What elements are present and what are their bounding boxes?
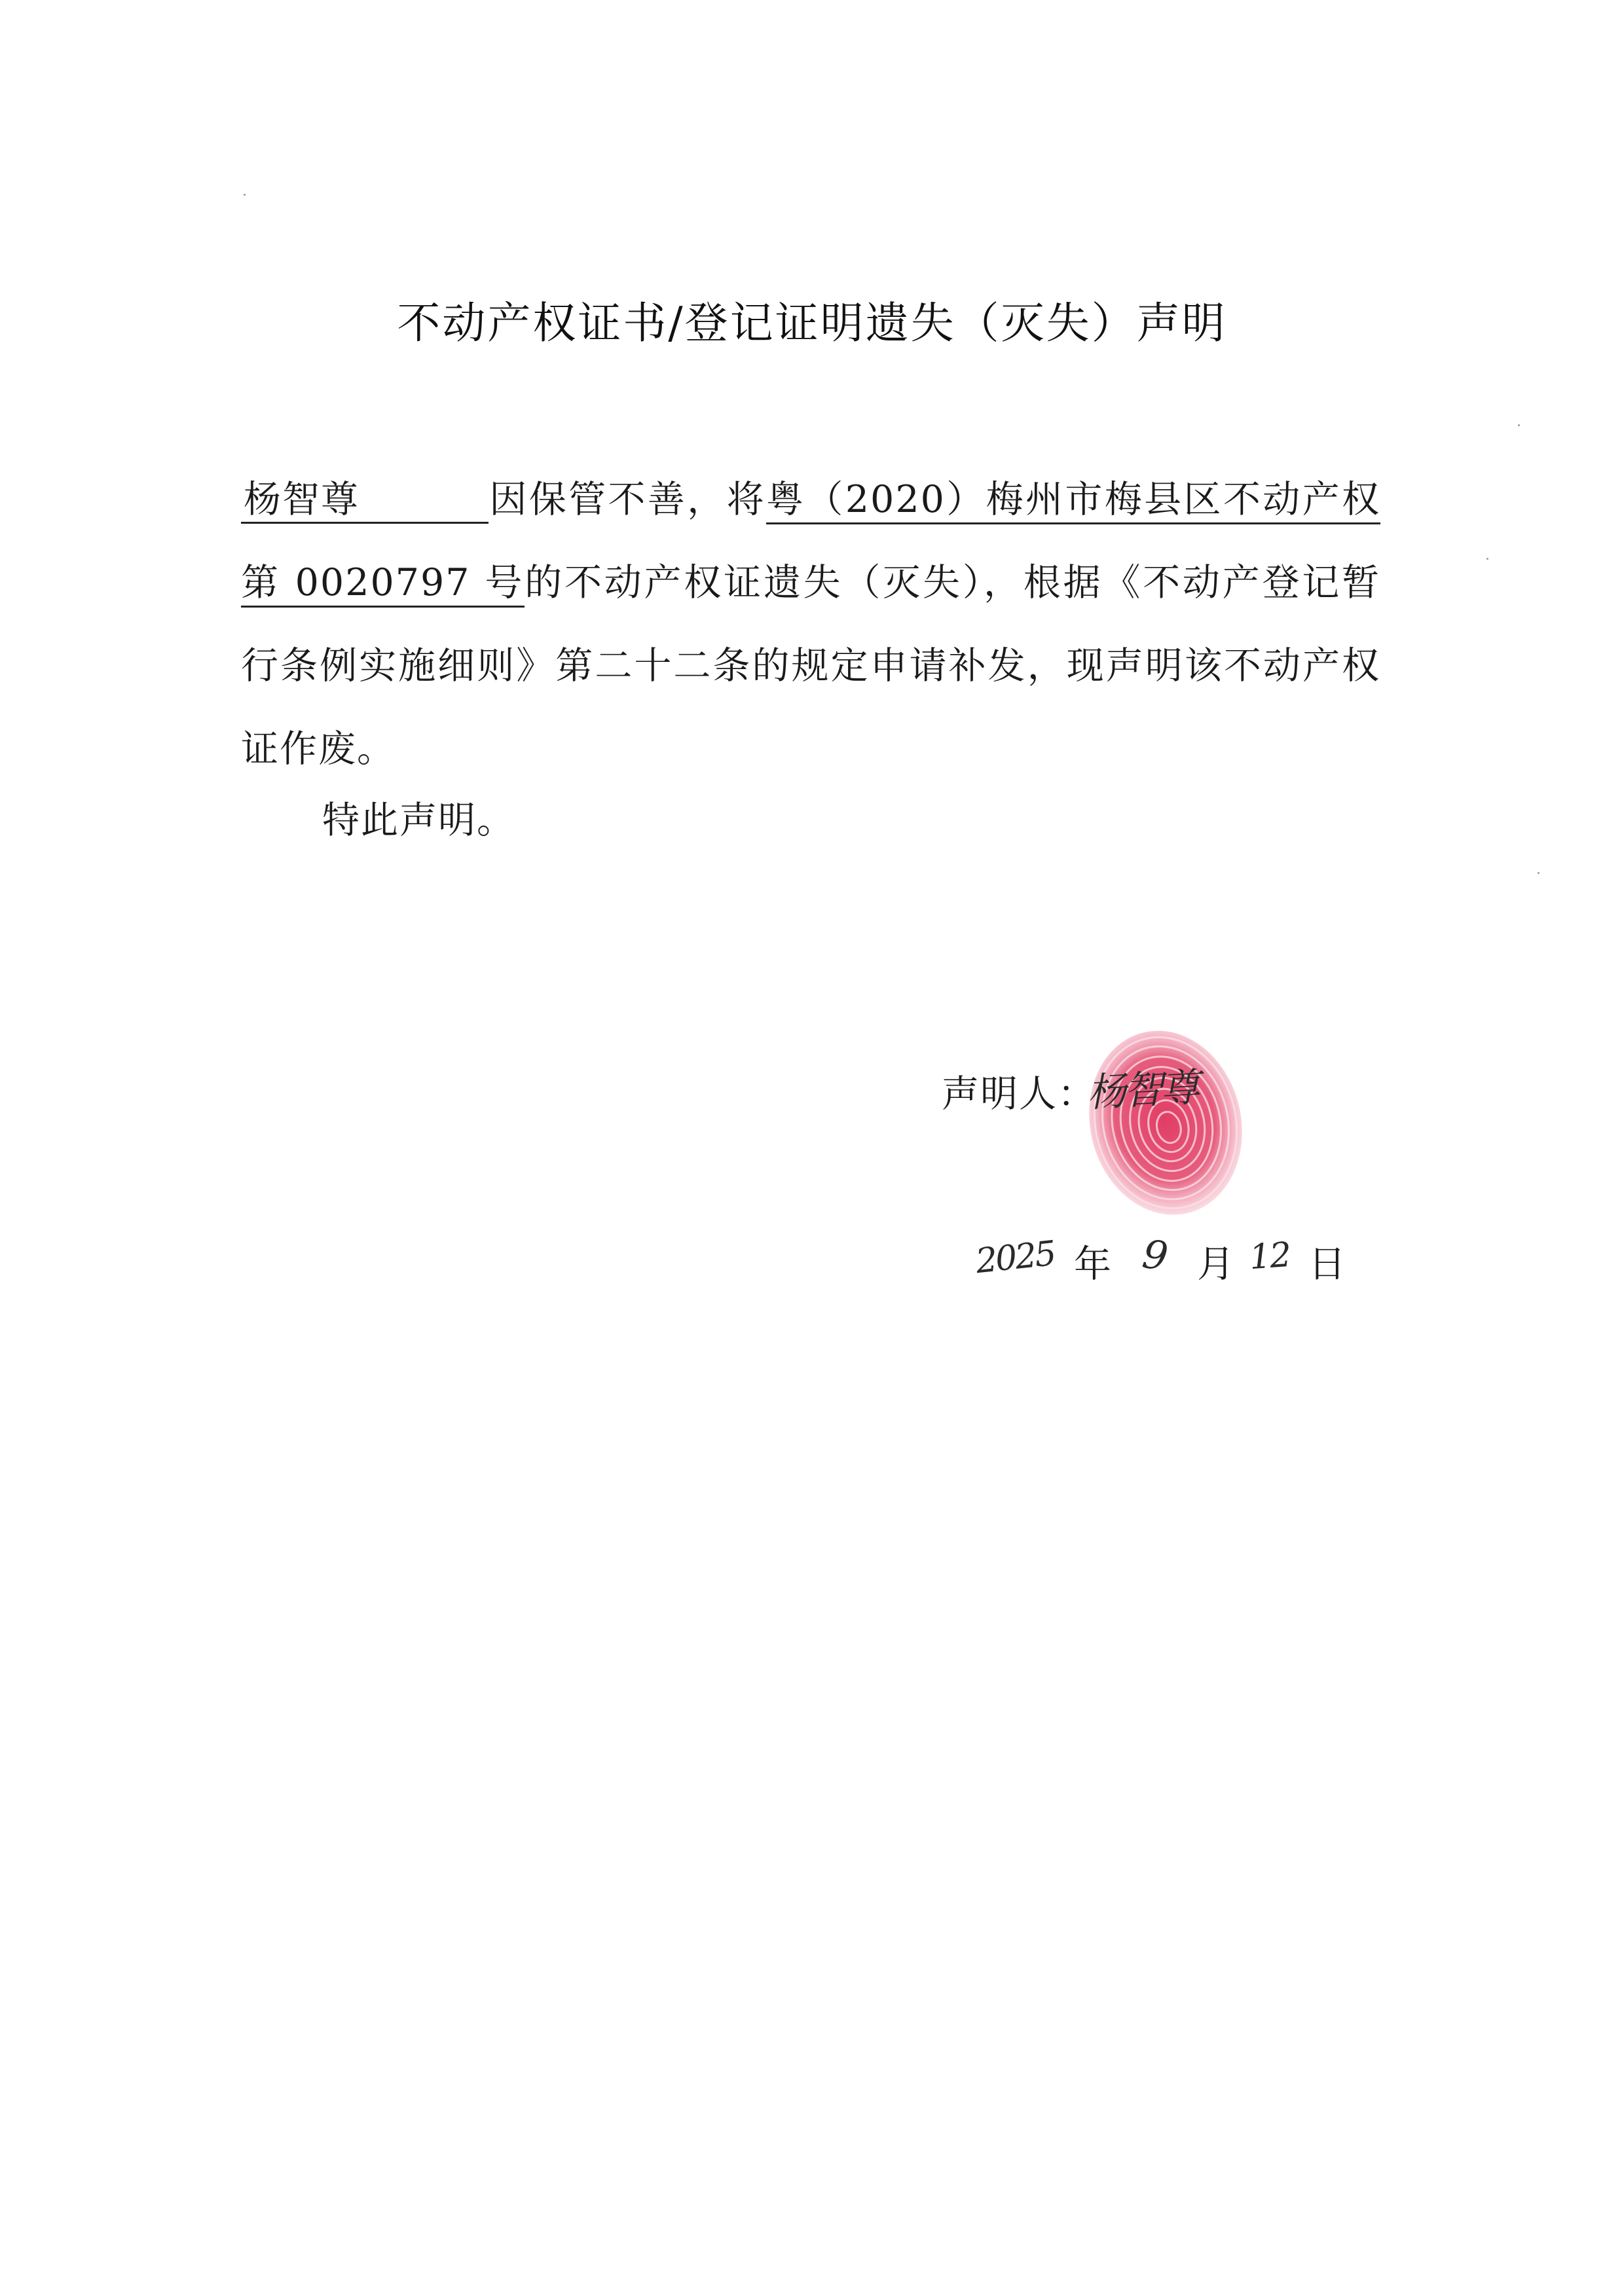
declarant-label: 声明人： — [942, 1072, 1096, 1116]
year-label: 年 — [1074, 1243, 1111, 1286]
closing-line: 特此声明。 — [322, 799, 515, 842]
scan-speck — [244, 194, 246, 196]
document-title: 不动产权证书/登记证明遗失（灭失）声明 — [397, 298, 1227, 348]
scan-speck — [1518, 424, 1520, 426]
month-label: 月 — [1197, 1243, 1234, 1286]
certificate-number: 粤（2020）梅州市梅县区不动产权第 0020797 号 — [241, 478, 1380, 608]
handwritten-year: 2025 — [974, 1233, 1057, 1282]
date-line — [974, 1231, 1356, 1293]
handwritten-signature: 杨智尊 — [1086, 1065, 1198, 1116]
fingerprint-stamp — [1084, 1025, 1254, 1228]
statement-body: 的不动产权证遗失（灭失），根据《不动产登记暂行条例实施细则》第二十二条的规定申请补发，现声明该不动产权证作废。 — [241, 561, 1381, 771]
day-label: 日 — [1308, 1243, 1346, 1286]
handwritten-month: 9 — [1139, 1231, 1171, 1281]
statement-reason: 因保管不善，将 — [489, 478, 767, 521]
scan-speck — [1486, 558, 1488, 560]
statement-paragraph — [241, 458, 1380, 791]
handwritten-day: 12 — [1247, 1235, 1292, 1278]
declarant-name-blank: 杨智尊 — [241, 479, 489, 524]
scan-speck — [1538, 872, 1540, 874]
